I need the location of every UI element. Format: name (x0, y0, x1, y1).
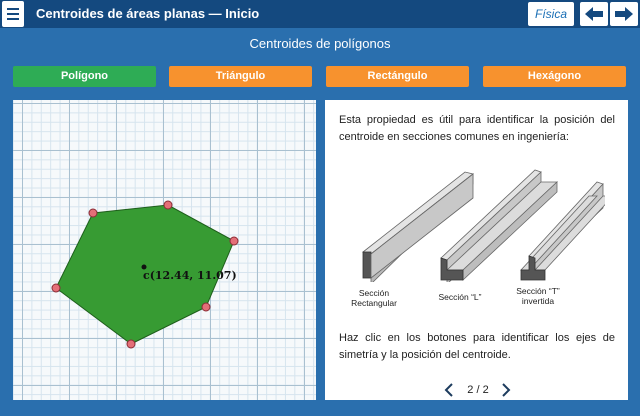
tab-hexagono[interactable]: Hexágono (483, 66, 626, 87)
beam-label-l: Sección “L” (438, 292, 482, 302)
polygon-vertex[interactable] (202, 303, 210, 311)
tab-poligono[interactable]: Polígono (13, 66, 156, 87)
centroid-label: c(12.44, 11.07) (143, 269, 237, 282)
polygon-vertex[interactable] (230, 237, 238, 245)
subject-button[interactable]: Física (528, 2, 574, 26)
pager (325, 382, 628, 398)
beam-sections-illustration (345, 162, 605, 282)
header-bar (0, 0, 640, 28)
polygon-vertex[interactable] (52, 284, 60, 292)
previous-button[interactable] (580, 2, 608, 26)
intro-text: Esta propiedad es útil para identificar la posición del centroide en secciones comunes en ingeniería: (339, 114, 615, 143)
arrow-right-icon (614, 6, 634, 22)
chevron-left-icon[interactable] (443, 383, 455, 397)
page-indicator: 2 / 2 (467, 384, 489, 396)
chevron-right-icon[interactable] (500, 383, 512, 397)
section-title: Centroides de polígonos (249, 36, 391, 51)
page-title: Centroides de áreas planas — Inicio (36, 6, 260, 21)
arrow-left-icon (584, 6, 604, 22)
beam-label-t: Sección “T” invertida (516, 286, 560, 306)
polygon-vertex[interactable] (89, 209, 97, 217)
polygon-vertex[interactable] (127, 340, 135, 348)
beam-label-rectangular: Sección Rectangular (351, 288, 397, 308)
tab-rectangulo[interactable]: Rectángulo (326, 66, 469, 87)
grid-canvas[interactable] (13, 100, 316, 400)
polygon-vertex[interactable] (164, 201, 172, 209)
info-panel (325, 100, 628, 400)
tab-triangulo[interactable]: Triángulo (169, 66, 312, 87)
hamburger-icon[interactable] (2, 1, 24, 27)
instruction-text: Haz clic en los botones para identificar los ejes de simetría y la posición del centroide. (339, 332, 615, 361)
next-button[interactable] (610, 2, 638, 26)
